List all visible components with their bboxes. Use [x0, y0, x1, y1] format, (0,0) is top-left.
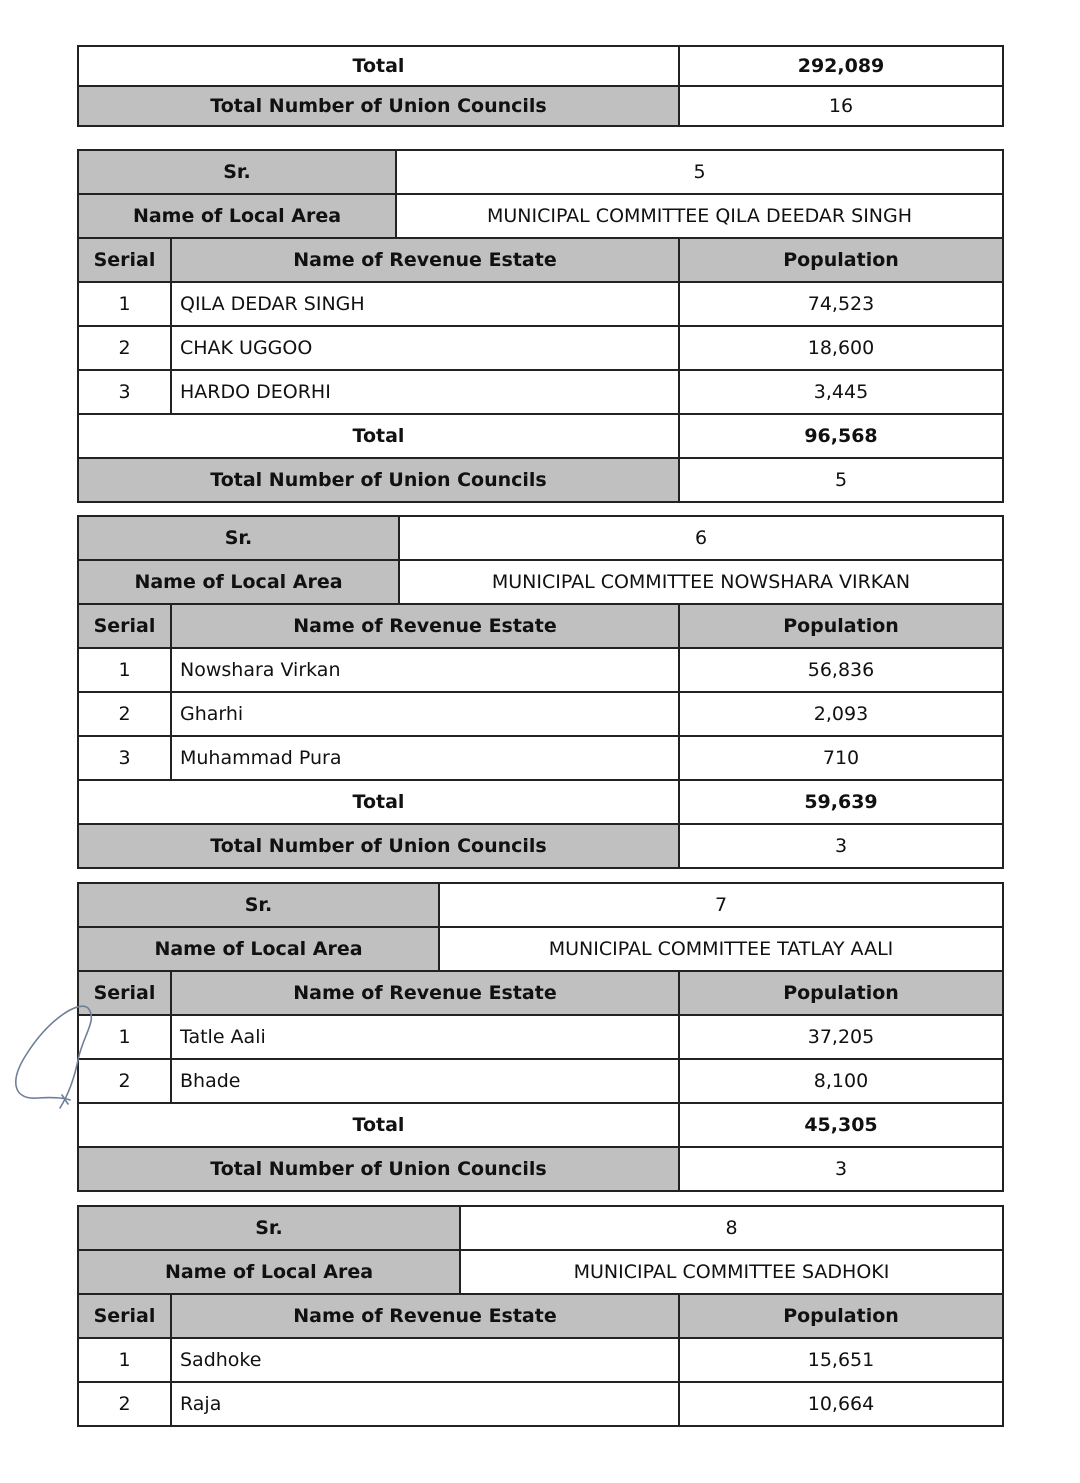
population-cell: 15,651 — [679, 1338, 1003, 1382]
serial-cell: 3 — [78, 370, 171, 414]
local-area-label: Name of Local Area — [78, 927, 439, 971]
sr-row — [78, 516, 1003, 560]
estate-cell: QILA DEDAR SINGH — [171, 282, 679, 326]
estate-cell: Raja — [171, 1382, 679, 1426]
union-councils-label: Total Number of Union Councils — [78, 458, 679, 502]
total-row — [78, 414, 1003, 458]
estate-cell: Muhammad Pura — [171, 736, 679, 780]
revenue-estate-header: Name of Revenue Estate — [171, 604, 679, 648]
total-value: 292,089 — [679, 46, 1003, 86]
population-cell: 18,600 — [679, 326, 1003, 370]
table-row — [78, 282, 1003, 326]
serial-cell: 2 — [78, 326, 171, 370]
union-councils-label: Total Number of Union Councils — [78, 824, 679, 868]
serial-cell: 1 — [78, 282, 171, 326]
column-header-row — [78, 238, 1003, 282]
total-row — [78, 46, 1003, 86]
previous-section-summary — [77, 45, 1002, 127]
revenue-estate-header: Name of Revenue Estate — [171, 1294, 679, 1338]
revenue-estate-header: Name of Revenue Estate — [171, 238, 679, 282]
serial-cell: 3 — [78, 736, 171, 780]
serial-cell: 1 — [78, 1015, 171, 1059]
sr-label: Sr. — [78, 516, 399, 560]
sr-row — [78, 883, 1003, 927]
table-row — [78, 1059, 1003, 1103]
table-row — [78, 370, 1003, 414]
sr-value: 6 — [399, 516, 1003, 560]
population-cell: 8,100 — [679, 1059, 1003, 1103]
estate-cell: Gharhi — [171, 692, 679, 736]
local-area-value: MUNICIPAL COMMITTEE QILA DEEDAR SINGH — [396, 194, 1003, 238]
serial-header: Serial — [78, 1294, 171, 1338]
sr-row — [78, 150, 1003, 194]
local-area-row — [78, 560, 1003, 604]
union-councils-row — [78, 86, 1003, 126]
local-area-row — [78, 1250, 1003, 1294]
population-header: Population — [679, 971, 1003, 1015]
table-row — [78, 326, 1003, 370]
local-area-section-8 — [77, 1205, 1002, 1427]
total-row — [78, 1103, 1003, 1147]
estate-cell: HARDO DEORHI — [171, 370, 679, 414]
serial-header: Serial — [78, 971, 171, 1015]
table-row — [78, 736, 1003, 780]
local-area-row — [78, 927, 1003, 971]
population-cell: 3,445 — [679, 370, 1003, 414]
serial-cell: 1 — [78, 1338, 171, 1382]
column-header-row — [78, 1294, 1003, 1338]
table-row — [78, 1015, 1003, 1059]
union-councils-value: 5 — [679, 458, 1003, 502]
population-header: Population — [679, 604, 1003, 648]
estate-cell: Tatle Aali — [171, 1015, 679, 1059]
column-header-row — [78, 971, 1003, 1015]
local-area-section-7 — [77, 882, 1002, 1192]
total-value: 96,568 — [679, 414, 1003, 458]
sr-value: 7 — [439, 883, 1003, 927]
population-cell: 710 — [679, 736, 1003, 780]
estate-cell: Bhade — [171, 1059, 679, 1103]
local-area-label: Name of Local Area — [78, 560, 399, 604]
estate-cell: CHAK UGGOO — [171, 326, 679, 370]
local-area-row — [78, 194, 1003, 238]
serial-header: Serial — [78, 604, 171, 648]
handwritten-signature-icon — [8, 1000, 103, 1110]
revenue-estate-header: Name of Revenue Estate — [171, 971, 679, 1015]
total-label: Total — [78, 1103, 679, 1147]
population-header: Population — [679, 1294, 1003, 1338]
local-area-section-6 — [77, 515, 1002, 869]
population-cell: 10,664 — [679, 1382, 1003, 1426]
population-cell: 56,836 — [679, 648, 1003, 692]
union-councils-row — [78, 1147, 1003, 1191]
total-value: 45,305 — [679, 1103, 1003, 1147]
table-row — [78, 648, 1003, 692]
local-area-label: Name of Local Area — [78, 194, 396, 238]
total-label: Total — [78, 414, 679, 458]
local-area-label: Name of Local Area — [78, 1250, 460, 1294]
union-councils-row — [78, 458, 1003, 502]
union-councils-label: Total Number of Union Councils — [78, 86, 679, 126]
sr-label: Sr. — [78, 1206, 460, 1250]
local-area-value: MUNICIPAL COMMITTEE NOWSHARA VIRKAN — [399, 560, 1003, 604]
serial-cell: 1 — [78, 648, 171, 692]
table-row — [78, 692, 1003, 736]
table-row — [78, 1338, 1003, 1382]
sr-value: 5 — [396, 150, 1003, 194]
total-row — [78, 780, 1003, 824]
local-area-value: MUNICIPAL COMMITTEE SADHOKI — [460, 1250, 1003, 1294]
union-councils-value: 16 — [679, 86, 1003, 126]
table-row — [78, 1382, 1003, 1426]
sr-row — [78, 1206, 1003, 1250]
population-cell: 74,523 — [679, 282, 1003, 326]
population-cell: 37,205 — [679, 1015, 1003, 1059]
union-councils-value: 3 — [679, 824, 1003, 868]
union-councils-row — [78, 824, 1003, 868]
column-header-row — [78, 604, 1003, 648]
union-councils-value: 3 — [679, 1147, 1003, 1191]
sr-label: Sr. — [78, 150, 396, 194]
local-area-section-5 — [77, 149, 1002, 503]
local-area-value: MUNICIPAL COMMITTEE TATLAY AALI — [439, 927, 1003, 971]
serial-cell: 2 — [78, 692, 171, 736]
sr-label: Sr. — [78, 883, 439, 927]
population-cell: 2,093 — [679, 692, 1003, 736]
population-header: Population — [679, 238, 1003, 282]
total-value: 59,639 — [679, 780, 1003, 824]
total-label: Total — [78, 780, 679, 824]
serial-cell: 2 — [78, 1382, 171, 1426]
serial-cell: 2 — [78, 1059, 171, 1103]
estate-cell: Sadhoke — [171, 1338, 679, 1382]
serial-header: Serial — [78, 238, 171, 282]
total-label: Total — [78, 46, 679, 86]
union-councils-label: Total Number of Union Councils — [78, 1147, 679, 1191]
estate-cell: Nowshara Virkan — [171, 648, 679, 692]
sr-value: 8 — [460, 1206, 1003, 1250]
